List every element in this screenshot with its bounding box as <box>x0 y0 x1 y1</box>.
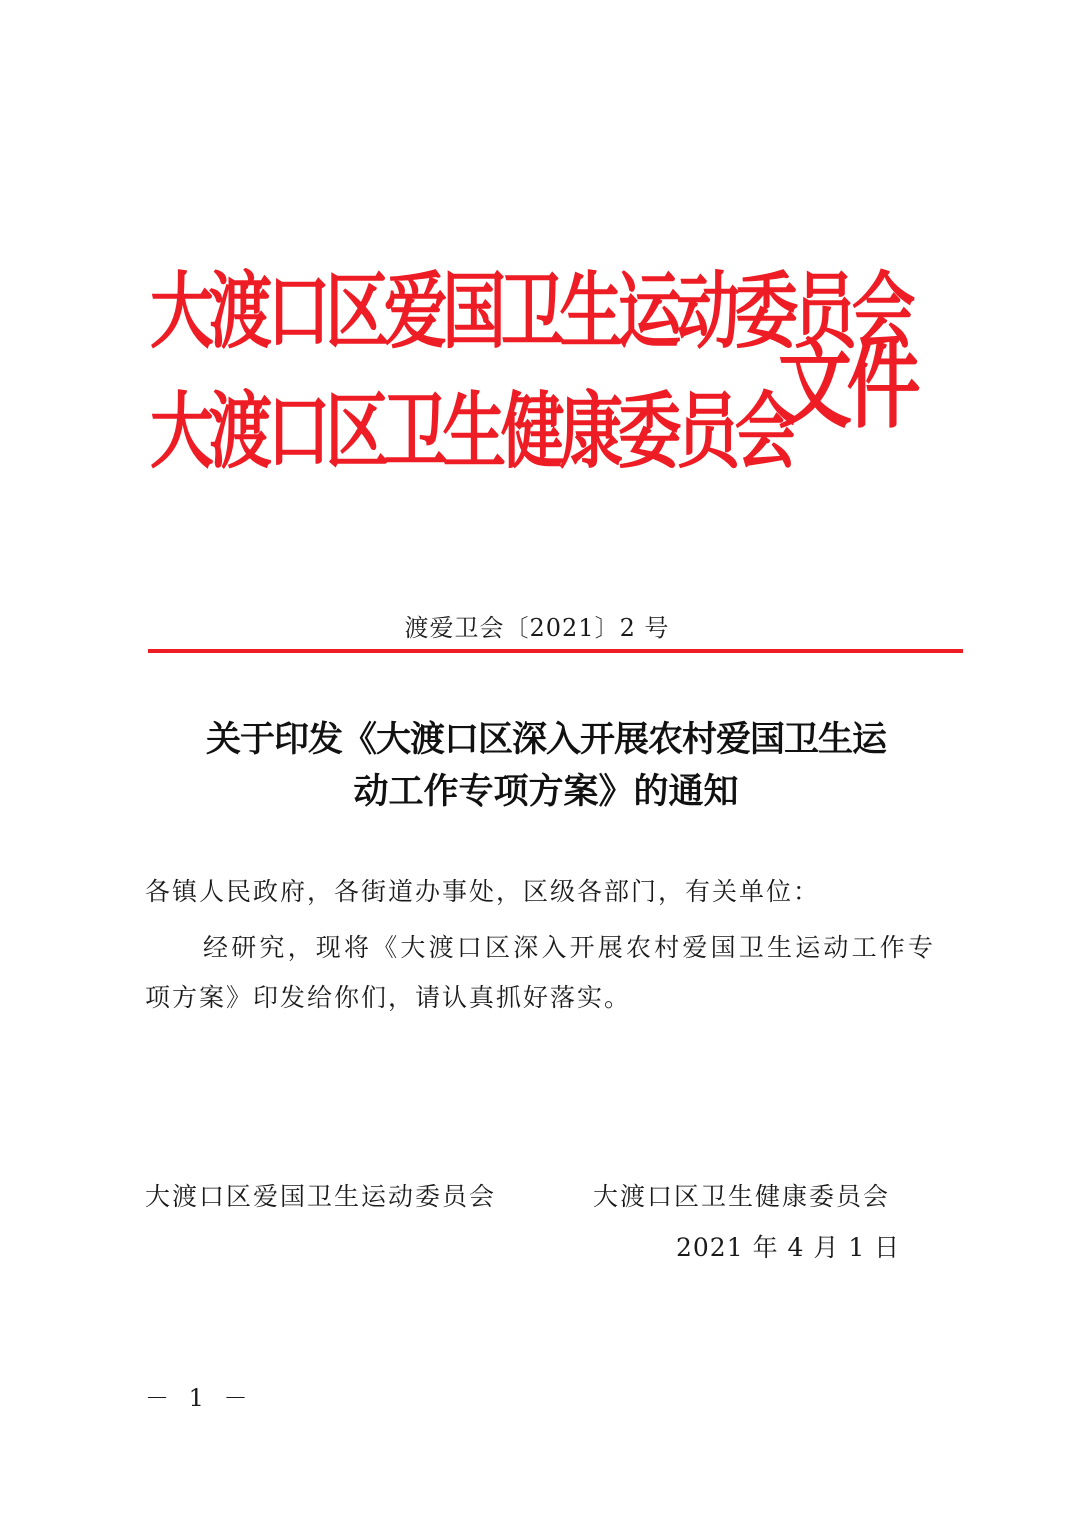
document-label: 文件 <box>778 328 916 442</box>
red-divider-line <box>148 649 963 653</box>
paragraph-line-2: 项方案》印发给你们，请认真抓好落实。 <box>145 983 632 1012</box>
issuer-name-1: 大渡口区爱国卫生运动委员会 <box>150 263 911 361</box>
page-number: － 1 － <box>145 1384 254 1412</box>
issue-date: 2021 年 4 月 1 日 <box>676 1233 901 1262</box>
signature-org-1: 大渡口区爱国卫生运动委员会 <box>145 1182 497 1211</box>
document-title <box>146 714 946 818</box>
issuer-name-2: 大渡口区卫生健康委员会 <box>150 383 794 481</box>
title-line-2: 动工作专项方案》的通知 <box>353 772 739 812</box>
document-header <box>150 238 930 488</box>
paragraph-line-1: 经研究，现将《大渡口区深入开展农村爱国卫生运动工作专 <box>203 933 937 962</box>
salutation: 各镇人民政府，各街道办事处，区级各部门，有关单位： <box>145 877 821 906</box>
signature-org-2: 大渡口区卫生健康委员会 <box>593 1182 891 1211</box>
document-number: 渡爱卫会〔2021〕2 号 <box>404 614 670 642</box>
title-line-1: 关于印发《大渡口区深入开展农村爱国卫生运 <box>205 720 886 760</box>
